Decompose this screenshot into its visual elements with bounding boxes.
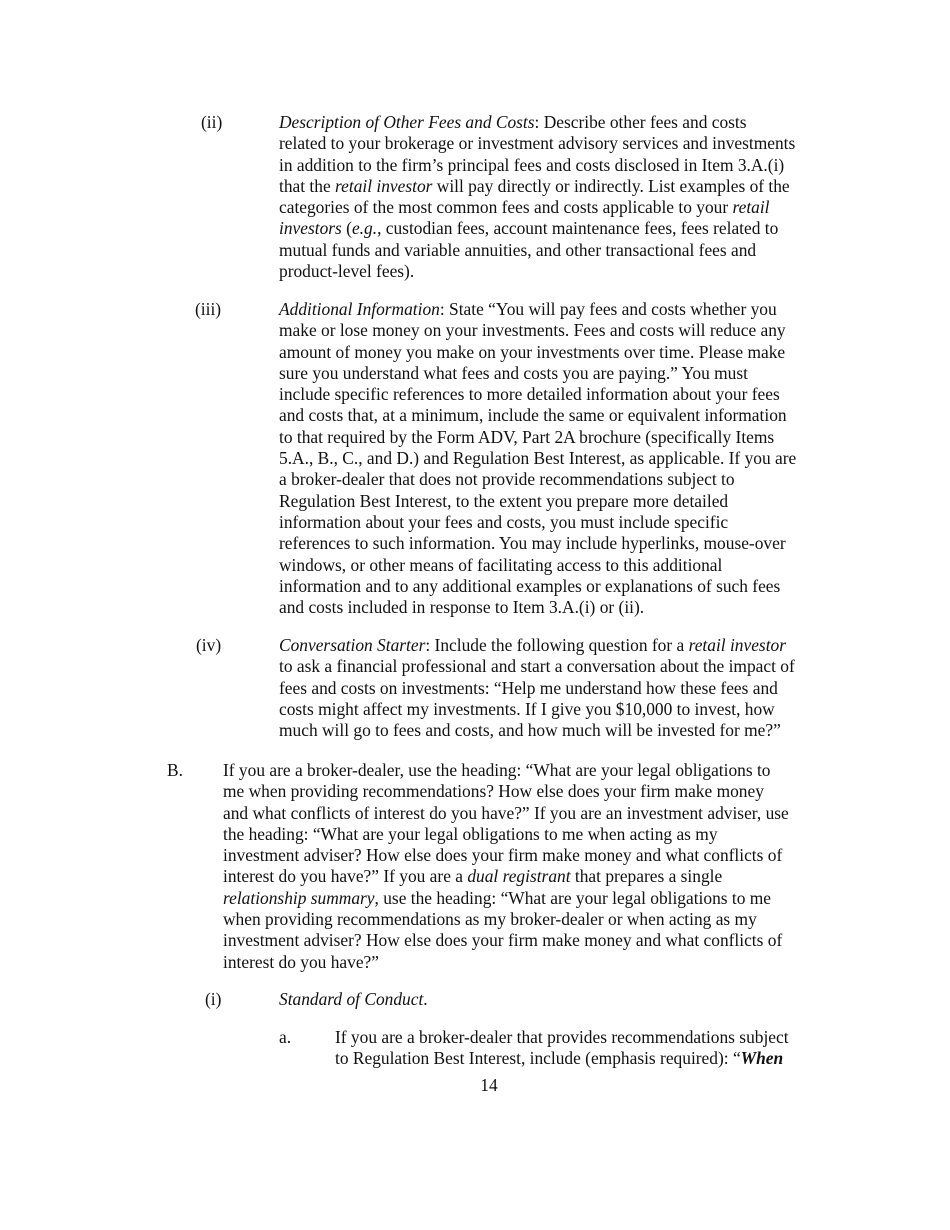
text-line [279,427,796,448]
emphasized-text: e.g. [351,218,378,239]
emphasized-text: When [740,1048,784,1069]
text-segment: ( [341,218,352,239]
text-line [279,720,795,741]
emphasized-text: retail [732,197,770,218]
text-line [279,155,795,176]
text-line [223,952,789,973]
text-segment: to Regulation Best Interest, include (emphasis required): “ [335,1048,741,1069]
text-line [279,678,795,699]
text-line [279,299,796,320]
item-a-label: a. [279,1027,292,1047]
text-segment: make or lose money on your investments. Fees and costs will reduce any [279,320,786,341]
text-segment: . [423,989,428,1009]
text-segment: will pay directly or indirectly. List examples of the [432,175,790,196]
emphasized-text: Description of Other Fees and Costs [279,112,535,132]
text-segment: references to such information. You may include hyperlinks, mouse-over [279,533,786,554]
text-line [279,656,795,677]
text-segment: me when providing recommendations? How else does your firm make money [223,781,764,802]
text-line [223,760,789,781]
text-line [279,512,796,533]
emphasized-text: retail investor [335,175,433,196]
emphasized-text: dual registrant [467,866,571,887]
text-line [279,218,795,239]
text-segment: and costs included in response to Item 3.A.(i) or (ii). [279,597,645,618]
text-segment: If you are a broker-dealer that provides recommendations subject [335,1027,789,1047]
text-segment: : Include the following question for a [425,635,689,655]
emphasized-text: Additional Information [279,299,440,319]
text-line [279,533,796,554]
text-line [279,491,796,512]
item-b-text [223,760,789,973]
text-line [223,824,789,845]
text-line [223,930,789,951]
text-line [279,597,796,618]
text-segment: interest do you have?” If you are a [223,866,468,887]
text-line [223,781,789,802]
item-iv-text [279,635,795,741]
text-segment: much will go to fees and costs, and how much will be invested for me?” [279,720,781,741]
text-segment: a broker-dealer that does not provide recommendations subject to [279,469,735,490]
text-segment: : Describe other fees and costs [534,112,747,132]
text-segment: to ask a financial professional and start a conversation about the impact of [279,656,795,677]
text-line [279,635,795,656]
emphasized-text: relationship summary [223,887,375,908]
text-line [279,989,428,1010]
text-line [223,888,789,909]
text-segment: in addition to the firm’s principal fees and costs disclosed in Item 3.A.(i) [279,154,785,175]
item-ii-label: (ii) [201,112,223,132]
text-line [279,469,796,490]
text-line [335,1048,789,1069]
text-line [223,845,789,866]
item-iv-label: (iv) [196,635,222,655]
text-segment: mutual funds and variable annuities, and other transactional fees and [279,239,757,260]
text-line [279,176,795,197]
text-segment: investment adviser? How else does your firm make money and what conflicts of [223,930,783,951]
emphasized-text: Conversation Starter [279,635,426,655]
text-line [279,261,795,282]
text-line [279,576,796,597]
text-segment: costs might affect my investments. If I give you $10,000 to invest, how [279,698,775,719]
text-line [279,384,796,405]
text-segment: investment adviser? How else does your firm make money and what conflicts of [223,845,783,866]
emphasized-text: Standard of Conduct [279,989,424,1009]
text-line [279,320,796,341]
text-segment: fees and costs on investments: “Help me understand how these fees and [279,677,778,698]
item-i-text [279,989,428,1010]
text-line [279,699,795,720]
text-segment: sure you understand what fees and costs you are paying.” You must [279,362,748,383]
text-segment: Regulation Best Interest, to the extent you prepare more detailed [279,490,729,511]
text-segment: to that required by the Form ADV, Part 2A brochure (specifically Items [279,426,775,447]
text-segment: related to your brokerage or investment advisory services and investments [279,133,796,154]
text-line [335,1027,789,1048]
text-segment: include specific references to more detailed information about your fees [279,384,780,405]
text-segment: and costs that, at a minimum, include the same or equivalent information [279,405,787,426]
text-line [223,866,789,887]
text-segment: information and to any additional examples or explanations of such fees [279,575,781,596]
text-line [223,803,789,824]
text-line [279,112,795,133]
text-line [279,133,795,154]
text-segment: If you are a broker-dealer, use the heading: “What are your legal obligations to [223,760,771,780]
text-line [279,240,795,261]
text-segment: interest do you have?” [223,951,379,972]
text-segment: : State “You will pay fees and costs whether you [439,299,777,319]
emphasized-text: retail investor [688,635,786,655]
page-number: 14 [480,1075,498,1095]
emphasized-text: investors [279,218,342,239]
text-segment: , use the heading: “What are your legal obligations to me [374,887,772,908]
item-iii-text [279,299,796,618]
text-line [279,405,796,426]
text-segment: that the [279,175,336,196]
text-line [279,363,796,384]
text-segment: amount of money you make on your investments over time. Please make [279,341,786,362]
item-a-text [335,1027,789,1070]
text-segment: windows, or other means of facilitating access to this additional [279,554,723,575]
text-line [279,448,796,469]
item-b-label: B. [167,760,183,780]
text-segment: the heading: “What are your legal obligations to me when acting as my [223,823,718,844]
text-line [279,342,796,363]
text-segment: information about your fees and costs, you must include specific [279,511,729,532]
text-line [279,555,796,576]
text-segment: , custodian fees, account maintenance fees, fees related to [377,218,779,239]
item-ii-text [279,112,795,282]
text-line [223,909,789,930]
item-i-label: (i) [205,989,222,1009]
text-segment: and what conflicts of interest do you have?” If you are an investment adviser, use [223,802,789,823]
text-segment: that prepares a single [570,866,723,887]
text-segment: categories of the most common fees and costs applicable to your [279,197,733,218]
text-segment: 5.A., B., C., and D.) and Regulation Best Interest, as applicable. If you are [279,448,797,469]
item-iii-label: (iii) [195,299,222,319]
text-segment: product-level fees). [279,261,415,282]
text-segment: when providing recommendations as my broker-dealer or when acting as my [223,909,757,930]
text-line [279,197,795,218]
